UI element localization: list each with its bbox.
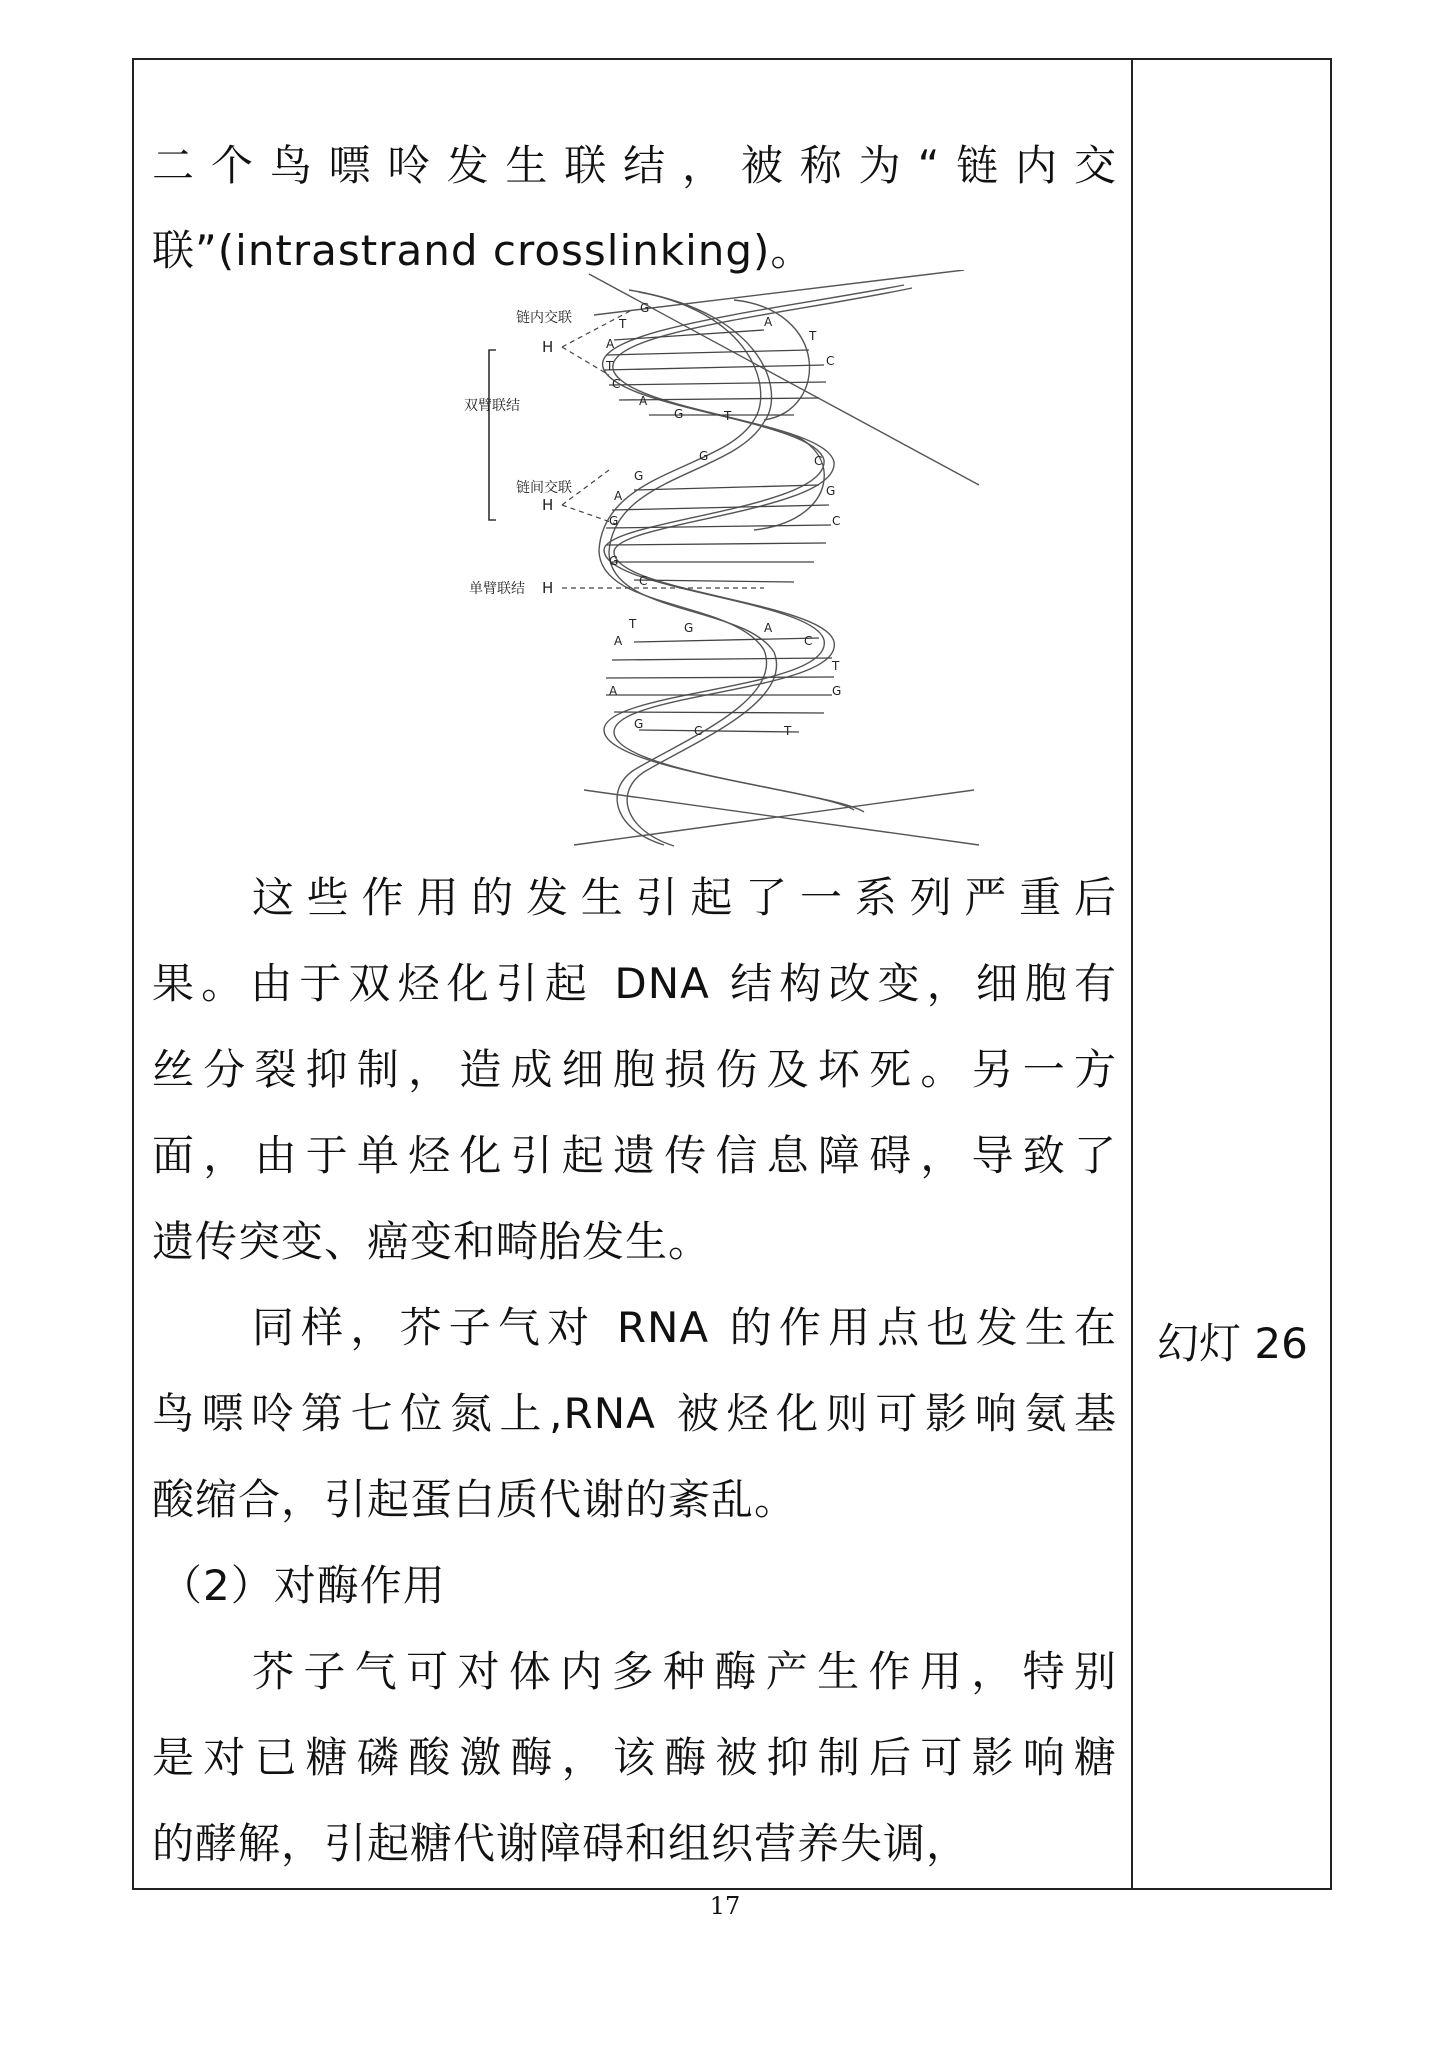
base-letter: A: [606, 337, 615, 351]
base-letter: C: [612, 377, 621, 391]
base-letter: C: [814, 454, 823, 468]
dna-crosslink-figure: [434, 270, 994, 850]
base-letter: G: [609, 514, 619, 528]
text-line: 丝分裂抑制，造成细胞损伤及坏死。另一方: [152, 1045, 1117, 1094]
base-letter: T: [784, 724, 792, 738]
text-line: 芥子气可对体内多种酶产生作用，特别: [252, 1647, 1117, 1696]
base-letter: C: [804, 634, 813, 648]
base-letter: A: [614, 634, 623, 648]
base-letter: A: [764, 315, 773, 329]
base-letter: G: [826, 484, 836, 498]
base-letter: G: [634, 469, 644, 483]
base-letter: G: [634, 717, 644, 731]
text-line: 鸟嘌呤第七位氮上,RNA 被烃化则可影响氨基: [152, 1389, 1117, 1438]
page-table: [132, 58, 1332, 1890]
base-letter: T: [832, 659, 840, 673]
base-letter: G: [699, 449, 709, 463]
label-intrastrand: 链内交联: [516, 310, 572, 326]
text-line: 果。由于双烃化引起 DNA 结构改变，细胞有: [152, 959, 1117, 1008]
base-letter: T: [629, 617, 637, 631]
base-letter: G: [674, 407, 684, 421]
text-line: 联”(intrastrand crosslinking)。: [152, 226, 814, 275]
section-heading: （2）对酶作用: [160, 1561, 446, 1610]
content-cell: [134, 60, 1133, 1888]
base-letter: A: [639, 394, 648, 408]
text-line: 是对已糖磷酸激酶，该酶被抑制后可影响糖: [152, 1733, 1117, 1782]
base-letter: G: [640, 301, 650, 315]
h-label: H: [542, 338, 554, 356]
base-letters: [605, 301, 841, 738]
base-letter: T: [809, 329, 817, 343]
base-letter: A: [609, 684, 618, 698]
notes-cell: [1133, 60, 1330, 1888]
base-letter: C: [694, 724, 703, 738]
label-double-arm: 双臂联结: [464, 398, 520, 414]
text-line: 面，由于单烃化引起遗传信息障碍，导致了: [152, 1131, 1117, 1180]
page-number: 17: [709, 1892, 741, 1920]
slide-reference: 幻灯 26: [1157, 1319, 1308, 1368]
base-letter: T: [619, 317, 627, 331]
label-single-arm: 单臂联结: [469, 581, 525, 597]
h-label: H: [542, 579, 554, 597]
base-letter: A: [764, 621, 773, 635]
text-line: 酸缩合，引起蛋白质代谢的紊乱。: [152, 1475, 798, 1524]
label-interstrand: 链间交联: [516, 480, 572, 496]
text-line: 的酵解，引起糖代谢障碍和组织营养失调，: [152, 1819, 970, 1868]
base-letter: T: [606, 359, 614, 373]
base-letter: C: [826, 354, 835, 368]
text-line: 这些作用的发生引起了一系列严重后: [252, 873, 1117, 922]
base-letter: A: [614, 489, 623, 503]
base-letter: G: [832, 684, 842, 698]
base-letter: C: [639, 574, 648, 588]
text-line: 同样，芥子气对 RNA 的作用点也发生在: [252, 1303, 1117, 1352]
base-letter: C: [832, 514, 841, 528]
h-label: H: [542, 496, 554, 514]
text-line: 遗传突变、癌变和畸胎发生。: [152, 1217, 712, 1266]
base-letter: G: [609, 554, 619, 568]
base-letter: G: [684, 621, 694, 635]
text-line: 二个鸟嘌呤发生联结，被称为“链内交: [152, 141, 1117, 190]
base-letter: T: [724, 409, 732, 423]
